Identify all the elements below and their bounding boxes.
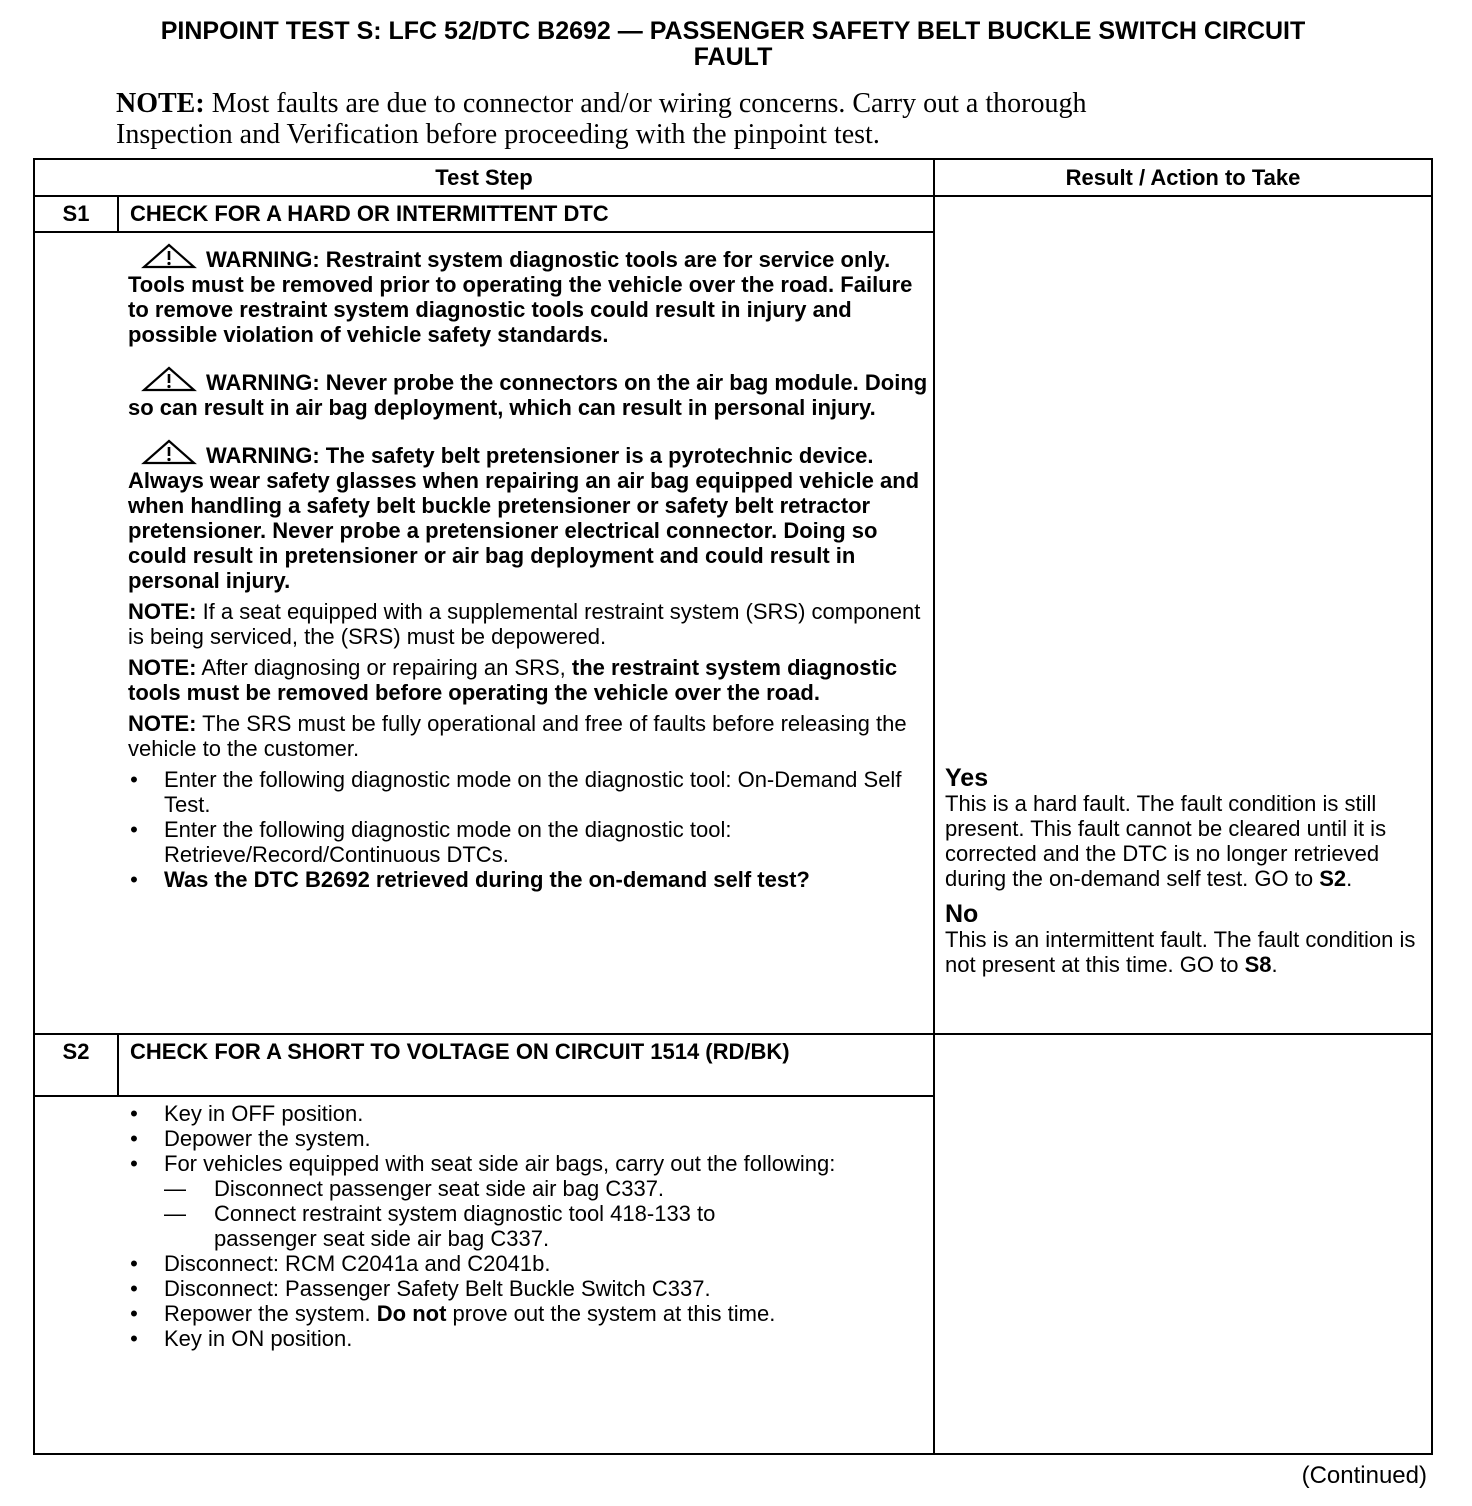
note-bold-text: the restraint system diagnostic tools must be removed before operating the vehicle over the road. [128, 655, 898, 705]
s2-title-divider [35, 1095, 933, 1097]
bullet-marker: • [130, 1301, 138, 1326]
warning-block [128, 366, 928, 420]
list-item [128, 1101, 928, 1126]
step-title-s2: CHECK FOR A SHORT TO VOLTAGE ON CIRCUIT 1514 (RD/BK) [130, 1039, 790, 1064]
result-no-text: This is an intermittent fault. The fault condition is not present at this time. GO to S8. [945, 927, 1416, 977]
warning-block [128, 243, 928, 347]
list-item-text: Key in ON position. [164, 1326, 353, 1351]
step-id-s1: S1 [62, 201, 90, 226]
list-item [128, 817, 928, 867]
list-item-text: Repower the system. [164, 1301, 377, 1326]
list-item-text: For vehicles equipped with seat side air bags, carry out the following: [164, 1151, 836, 1176]
list-item [128, 1301, 928, 1326]
list-item-text: Enter the following diagnostic mode on the diagnostic tool: Retrieve/Record/Continuous DTCs. [164, 817, 732, 867]
warning-triangle-icon [140, 243, 198, 269]
s2-dash-list [164, 1176, 868, 1251]
bullet-marker: • [130, 1326, 138, 1351]
sub-list-item-text: Disconnect passenger seat side air bag C337. [214, 1176, 665, 1201]
result-yes-text: This is a hard fault. The fault condition is still present. This fault cannot be cleared until it is corrected and the DTC is no longer retrieved during the on-demand self test. GO to S2. [945, 791, 1387, 891]
dash-marker: — [164, 1176, 186, 1201]
warning-text: Never probe the connectors on the air bag module. Doing so can result in air bag deployment, which can result in personal injury. [128, 370, 928, 420]
header-test-step: Test Step [435, 165, 533, 190]
note-label: NOTE: [128, 655, 197, 680]
header-divider [35, 195, 1431, 197]
sub-list-item [164, 1201, 868, 1251]
step-body-s1 [128, 243, 928, 892]
list-item [128, 1251, 928, 1276]
bullet-marker: • [130, 1126, 138, 1151]
list-item-text: Key in OFF position. [164, 1101, 364, 1126]
s1-id-divider [117, 195, 119, 231]
bullet-marker: • [130, 1151, 138, 1176]
list-item [128, 1126, 928, 1151]
s1-title-divider [35, 231, 933, 233]
list-item-text: Depower the system. [164, 1126, 371, 1151]
bullet-marker: • [130, 1276, 138, 1301]
list-item-bold-text: Do not [376, 1301, 447, 1326]
step-body-s2 [128, 1101, 928, 1351]
intro-note [116, 88, 1316, 150]
list-item [128, 1151, 928, 1251]
note-label: NOTE: [128, 711, 197, 736]
warning-label: WARNING: [206, 443, 320, 468]
warning-text: The safety belt pretensioner is a pyrotechnic device. Always wear safety glasses when repairing an air bag equipped vehicle and when handling a safety belt buckle pretensioner or safety belt retractor pretensioner. Never probe a pretensioner electrical connector. Doing so could result in pretensioner or air bag deployment and could result in personal injury. [128, 443, 920, 593]
s2-id-divider [117, 1033, 119, 1095]
step-title-s1: CHECK FOR A HARD OR INTERMITTENT DTC [130, 201, 609, 226]
bullet-marker: • [130, 817, 138, 842]
s1-bottom-divider [35, 1033, 1431, 1035]
list-item-text: Disconnect: Passenger Safety Belt Buckle Switch C337. [164, 1276, 711, 1301]
warning-triangle-icon [140, 366, 198, 392]
list-item [128, 767, 928, 817]
column-divider [933, 160, 935, 1453]
list-item-text-rest: prove out the system at this time. [446, 1301, 776, 1326]
sub-list-item-text: Connect restraint system diagnostic tool 418-133 to passenger seat side air bag C337. [214, 1201, 716, 1251]
sub-list-item [164, 1176, 868, 1201]
bullet-marker: • [130, 867, 138, 892]
list-item [128, 867, 928, 892]
note-srs-operational [128, 711, 928, 761]
result-yes-label: Yes [945, 764, 989, 792]
dash-marker: — [164, 1201, 186, 1226]
result-no-label: No [945, 900, 979, 928]
list-item-text: Disconnect: RCM C2041a and C2041b. [164, 1251, 551, 1276]
bullet-marker: • [130, 767, 138, 792]
warning-text: Restraint system diagnostic tools are for service only. Tools must be removed prior to operating the vehicle over the road. Failure to remove restraint system diagnostic tools could result in injury and possible violation of vehicle safety standards. [128, 247, 913, 347]
s1-result [945, 766, 1427, 977]
bullet-marker: • [130, 1101, 138, 1126]
pinpoint-table [33, 158, 1433, 1455]
list-item-text: Enter the following diagnostic mode on the diagnostic tool: On-Demand Self Test. [164, 767, 902, 817]
list-item-text: Was the DTC B2692 retrieved during the on-demand self test? [164, 867, 810, 892]
s1-bullet-list [128, 767, 928, 892]
intro-note-line-1: Most faults are due to connector and/or wiring concerns. Carry out a thorough [204, 88, 1087, 119]
note-text: If a seat equipped with a supplemental restraint system (SRS) component is being serviced, the (SRS) must be depowered. [128, 599, 921, 649]
page-title [33, 18, 1433, 70]
result-yes-body: This is a hard fault. The fault condition is still present. This fault cannot be cleared until it is corrected and the DTC is no longer retrieved during the on-demand self test. GO to [945, 791, 1387, 891]
continued-label: (Continued) [1301, 1462, 1427, 1489]
note-text: After diagnosing or repairing an SRS, [196, 655, 572, 680]
page-title-line-2: FAULT [693, 43, 773, 71]
note-remove-tools [128, 655, 928, 705]
result-no-body: This is an intermittent fault. The fault condition is not present at this time. GO to [945, 927, 1416, 977]
goto-s2-link[interactable]: S2 [1319, 866, 1347, 891]
warning-label: WARNING: [206, 370, 320, 395]
header-result: Result / Action to Take [1065, 165, 1301, 190]
note-text: The SRS must be fully operational and free of faults before releasing the vehicle to the customer. [128, 711, 907, 761]
note-label: NOTE: [128, 599, 197, 624]
list-item [128, 1276, 928, 1301]
goto-s8-link[interactable]: S8 [1244, 952, 1272, 977]
note-srs-depower [128, 599, 928, 649]
intro-note-label: NOTE: [116, 88, 205, 119]
warning-label: WARNING: [206, 247, 320, 272]
intro-note-line-2: Inspection and Verification before proceeding with the pinpoint test. [116, 119, 880, 150]
list-item [128, 1326, 928, 1351]
s2-bullet-list [128, 1101, 928, 1351]
page-title-line-1: PINPOINT TEST S: LFC 52/DTC B2692 — PASSENGER SAFETY BELT BUCKLE SWITCH CIRCUIT [160, 17, 1306, 45]
step-id-s2: S2 [62, 1039, 90, 1064]
warning-block [128, 439, 928, 593]
warning-triangle-icon [140, 439, 198, 465]
bullet-marker: • [130, 1251, 138, 1276]
